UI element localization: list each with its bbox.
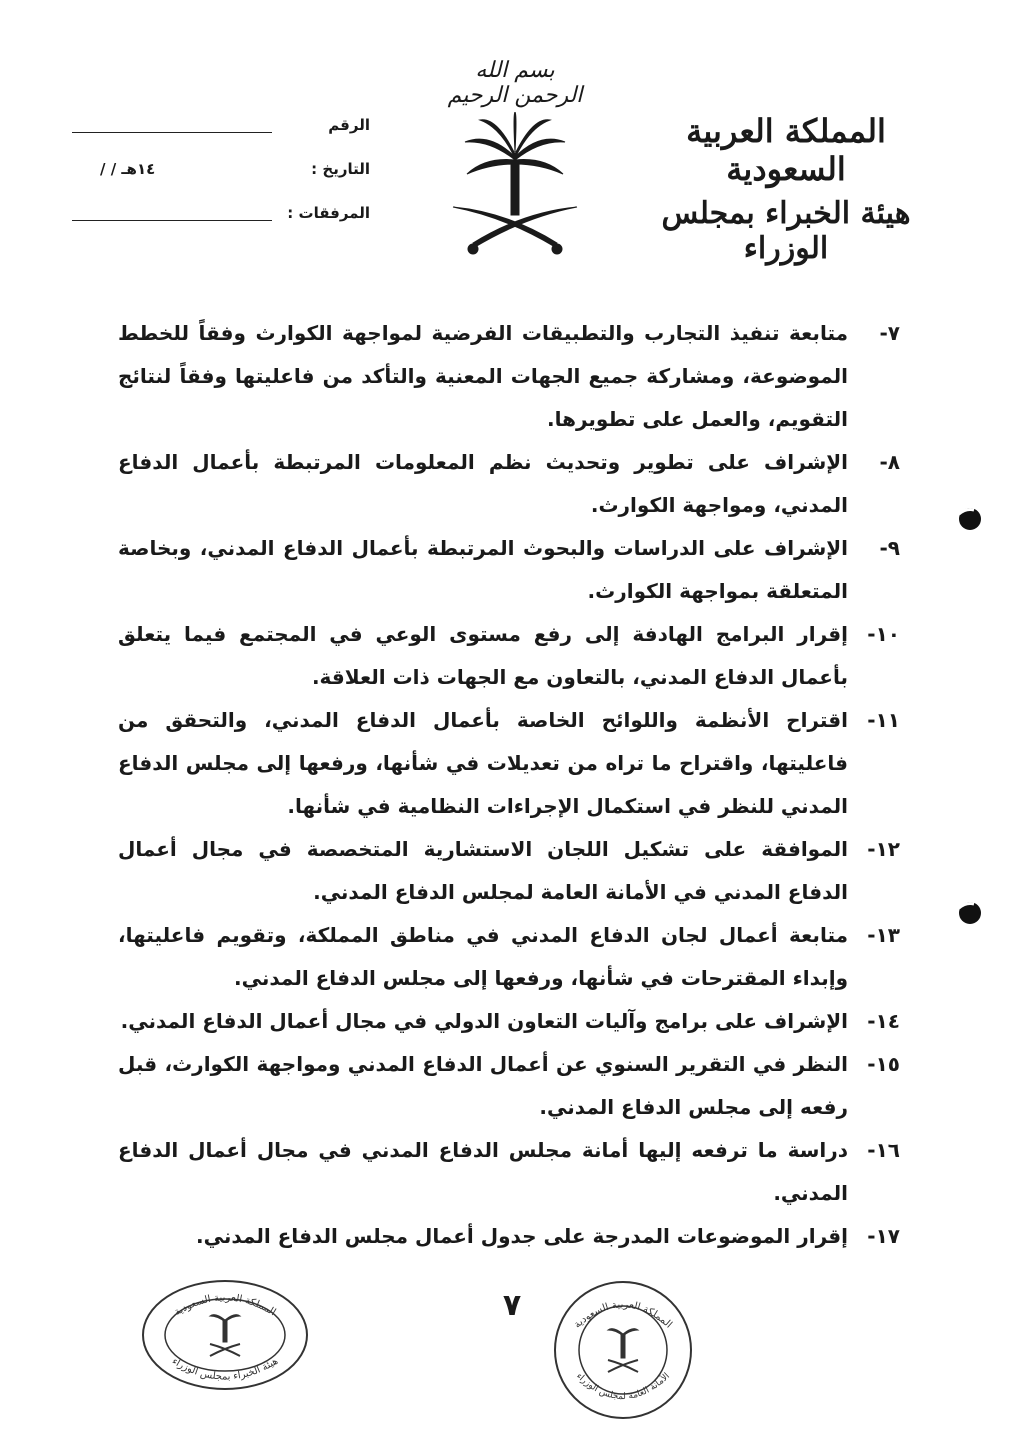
svg-text:الأمانة العامة لمجلس الوزراء: [574, 1371, 672, 1402]
list-item: [118, 699, 900, 828]
item-text: إقرار الموضوعات المدرجة على جدول أعمال مجلس الدفاع المدني.: [196, 1224, 848, 1248]
list-item: [118, 914, 900, 1000]
stamp-top-text: المملكة العربية السعودية: [172, 1292, 278, 1319]
item-number: ٧-: [879, 321, 900, 345]
stamp-bottom-text: الأمانة العامة لمجلس الوزراء: [574, 1371, 672, 1403]
list-item: [118, 613, 900, 699]
svg-text:هيئة الخبراء بمجلس الوزراء: [170, 1356, 280, 1383]
item-number: ١١-: [867, 708, 900, 732]
item-number: ٨-: [879, 450, 900, 474]
official-seal-stamp: [548, 1280, 698, 1420]
svg-text:المملكة العربية السعودية: [173, 1292, 278, 1318]
attachments-label: المرفقات :: [287, 204, 370, 222]
item-number: ١٢-: [867, 837, 900, 861]
item-number: ١٤-: [867, 1009, 900, 1033]
list-item: [118, 527, 900, 613]
reference-row: [70, 116, 370, 160]
item-number: ١٧-: [867, 1224, 900, 1248]
item-text: الإشراف على الدراسات والبحوث المرتبطة بأعمال الدفاع المدني، وبخاصة المتعلقة بمواجهة الكوارث.: [118, 536, 848, 603]
reference-block: [70, 116, 370, 248]
attachments-row: [70, 204, 370, 248]
item-text: اقتراح الأنظمة واللوائح الخاصة بأعمال الدفاع المدني، والتحقق من فاعليتها، واقتراح ما تراه من تعديلات في شأنها، ورفعها إلى مجلس الدفاع المدني للنظر في استكمال الإجراءات النظامية في شأنها.: [118, 708, 848, 818]
stamp-bottom-text: هيئة الخبراء بمجلس الوزراء: [169, 1355, 281, 1383]
item-number: ١٥-: [867, 1052, 900, 1076]
palm-swords-emblem: [445, 112, 585, 262]
numbered-clauses: [118, 312, 900, 1258]
date-value: / / ١٤هـ: [100, 160, 156, 178]
list-item: [118, 1129, 900, 1215]
kingdom-name: المملكة العربية السعودية: [686, 112, 886, 188]
item-number: ٩-: [879, 536, 900, 560]
date-label: التاريخ :: [311, 160, 370, 178]
item-text: الموافقة على تشكيل اللجان الاستشارية المتخصصة في مجال أعمال الدفاع المدني في الأمانة العامة لمجلس الدفاع المدني.: [118, 837, 848, 904]
attachments-line: [72, 220, 272, 221]
reference-label: الرقم: [328, 116, 370, 134]
page-number: ٧: [502, 1288, 522, 1323]
item-number: ١٦-: [867, 1138, 900, 1162]
punch-hole: [956, 898, 982, 928]
basmala: بسم الله الرحمن الرحيم: [447, 58, 583, 108]
list-item: [118, 1000, 900, 1043]
list-item: [118, 1215, 900, 1258]
letterhead-organization: [626, 112, 946, 266]
item-text: الإشراف على تطوير وتحديث نظم المعلومات المرتبطة بأعمال الدفاع المدني، ومواجهة الكوارث.: [118, 450, 848, 517]
punch-hole: [956, 504, 982, 534]
item-number: ١٠-: [867, 622, 900, 646]
item-text: الإشراف على برامج وآليات التعاون الدولي في مجال أعمال الدفاع المدني.: [120, 1009, 848, 1033]
item-text: متابعة تنفيذ التجارب والتطبيقات الفرضية لمواجهة الكوارث وفقاً للخطط الموضوعة، ومشاركة جميع الجهات المعنية والتأكد من فاعليتها وفقاً لنتائج التقويم، والعمل على تطويرها.: [118, 321, 848, 431]
item-number: ١٣-: [867, 923, 900, 947]
list-item: [118, 828, 900, 914]
reference-line: [72, 132, 272, 133]
svg-text:المملكة العربية السعودية: [572, 1299, 674, 1330]
item-text: متابعة أعمال لجان الدفاع المدني في مناطق المملكة، وتقويم فاعليتها، وإبداء المقترحات في شأنها، ورفعها إلى مجلس الدفاع المدني.: [118, 923, 848, 990]
list-item: [118, 1043, 900, 1129]
list-item: [118, 441, 900, 527]
authority-name: هيئة الخبراء بمجلس الوزراء: [661, 196, 911, 266]
date-row: [70, 160, 370, 204]
item-text: إقرار البرامج الهادفة إلى رفع مستوى الوعي في المجتمع فيما يتعلق بأعمال الدفاع المدني، بالتعاون مع الجهات ذات العلاقة.: [118, 622, 848, 689]
official-seal-stamp: [140, 1278, 310, 1393]
stamp-top-text: المملكة العربية السعودية: [572, 1299, 674, 1331]
list-item: [118, 312, 900, 441]
item-text: النظر في التقرير السنوي عن أعمال الدفاع المدني ومواجهة الكوارث، قبل رفعه إلى مجلس الدفاع المدني.: [118, 1052, 848, 1119]
item-text: دراسة ما ترفعه إليها أمانة مجلس الدفاع المدني في مجال أعمال الدفاع المدني.: [118, 1138, 848, 1205]
